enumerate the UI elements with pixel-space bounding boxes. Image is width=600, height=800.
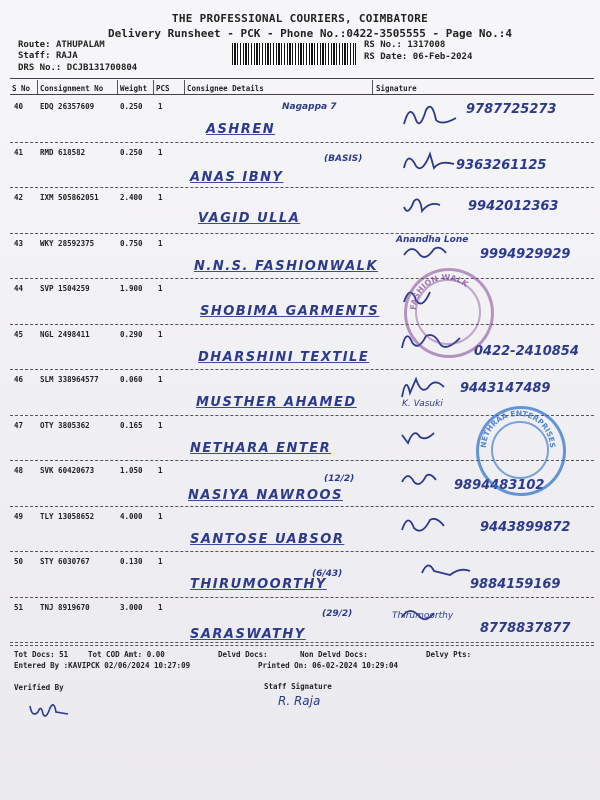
row-separator — [10, 551, 594, 552]
consignee-name: ASHREN — [206, 122, 276, 137]
consignee-name: SHOBIMA GARMENTS — [200, 304, 380, 319]
row-consignment-no: TLY 13058652 — [40, 511, 95, 521]
row-separator — [10, 369, 594, 370]
total-cod: Tot COD Amt: 0.00 — [88, 650, 165, 659]
row-separator — [10, 233, 594, 234]
col-divider — [117, 80, 118, 94]
handwritten-note: Anandha Lone — [396, 234, 469, 245]
row-pcs: 1 — [158, 420, 163, 430]
recipient-signature — [400, 191, 464, 223]
row-consignment-no: SLM 338964577 — [40, 375, 99, 384]
consignee-name: THIRUMOORTHY — [190, 577, 327, 592]
recipient-signature — [400, 419, 464, 451]
verified-by-label: Verified By — [14, 683, 64, 692]
purple-rubber-stamp — [404, 268, 494, 358]
col-weight: Weight — [120, 84, 148, 93]
recipient-signature — [400, 100, 464, 132]
row-weight: 3.000 — [120, 602, 143, 612]
consignee-name: DHARSHINI TEXTILE — [198, 349, 370, 365]
staff-label: Staff: — [18, 51, 51, 61]
row-pcs: 1 — [158, 193, 163, 202]
row-consignment-no: TNJ 8919670 — [40, 602, 90, 612]
col-divider — [153, 80, 154, 94]
recipient-phone: 9994929929 — [480, 246, 571, 262]
row-separator — [10, 324, 594, 325]
footer-rule — [10, 645, 594, 646]
row-consignment-no: RMD 618582 — [40, 147, 86, 157]
staff-signature-hand: R. Raja — [278, 694, 321, 708]
verifier-signature — [26, 696, 76, 724]
row-sno: 42 — [14, 193, 24, 202]
route-label: Route: — [18, 40, 51, 50]
total-docs: Tot Docs: 51 — [14, 650, 69, 659]
recipient-signature — [400, 237, 464, 269]
row-sno: 41 — [14, 147, 24, 157]
col-pcs: PCS — [156, 84, 170, 93]
row-separator — [10, 278, 594, 279]
recipient-phone: 8778837877 — [480, 620, 571, 636]
row-consignment-no: NGL 2498411 — [40, 329, 90, 339]
row-separator — [10, 597, 594, 598]
non-delivered-docs: Non Delvd Docs: — [300, 650, 368, 659]
row-weight: 0.290 — [120, 329, 143, 339]
signer-name-hand: Thirumoorthy — [392, 610, 454, 621]
blue-rubber-stamp — [476, 406, 566, 496]
handwritten-note: (12/2) — [324, 474, 355, 484]
row-pcs: 1 — [158, 557, 163, 566]
handwritten-note: (29/2) — [322, 608, 353, 619]
row-sno: 49 — [14, 511, 24, 521]
row-separator — [10, 142, 594, 143]
row-pcs: 1 — [158, 147, 163, 157]
rs-date-label: RS Date: — [364, 52, 408, 62]
rs-no-label: RS No.: — [364, 40, 402, 50]
rs-no-value: 1317008 — [407, 40, 446, 50]
recipient-phone: 9884159169 — [470, 577, 561, 592]
recipient-phone: 9443147489 — [460, 381, 551, 396]
rs-date-field — [364, 52, 472, 62]
row-separator — [10, 642, 594, 643]
row-consignment-no: OTY 3805362 — [40, 420, 90, 430]
svg-text:NETHRAA ENTERPRISES: NETHRAA ENTERPRISES — [478, 408, 558, 449]
row-weight: 0.250 — [120, 147, 143, 157]
recipient-signature — [400, 510, 464, 542]
recipient-signature — [400, 464, 464, 496]
row-weight: 0.750 — [120, 238, 143, 248]
col-divider — [372, 80, 373, 94]
row-pcs: 1 — [158, 284, 163, 293]
stamp-ring-text — [404, 268, 488, 352]
handwritten-note: (6/43) — [312, 569, 343, 579]
col-signature: Signature — [376, 84, 417, 93]
recipient-signature — [400, 146, 464, 178]
recipient-phone: 9443899872 — [480, 519, 571, 535]
stamp-ring-text — [476, 406, 560, 490]
barcode — [232, 43, 356, 65]
row-pcs: 1 — [158, 329, 163, 339]
row-consignment-no: IXM 505862051 — [40, 193, 99, 202]
row-pcs: 1 — [158, 466, 163, 475]
consignee-name: ANAS IBNY — [190, 169, 284, 185]
staff-signature-label: Staff Signature — [264, 682, 332, 691]
row-sno: 43 — [14, 238, 24, 248]
route-field — [18, 40, 105, 50]
row-sno: 48 — [14, 466, 24, 475]
handwritten-note: Nagappa 7 — [282, 102, 337, 112]
recipient-signature — [420, 555, 484, 587]
row-pcs: 1 — [158, 238, 163, 248]
row-consignment-no: STY 6030767 — [40, 557, 90, 566]
row-pcs: 1 — [158, 511, 163, 521]
row-consignment-no: WKY 28592375 — [40, 238, 95, 248]
entered-by: Entered By :KAVIPCK 02/06/2024 10:27:09 — [14, 661, 191, 670]
consignee-name: NETHARA ENTER — [190, 440, 332, 456]
recipient-phone: 9787725273 — [466, 102, 557, 117]
drs-field — [18, 63, 137, 73]
rs-date-value: 06-Feb-2024 — [412, 52, 473, 62]
recipient-phone: 9894483102 — [454, 478, 545, 493]
recipient-phone: 9363261125 — [456, 157, 547, 173]
row-consignment-no: EDQ 26357609 — [40, 102, 95, 111]
row-weight: 0.130 — [120, 557, 143, 566]
row-weight: 4.000 — [120, 511, 143, 521]
recipient-phone: 0422-2410854 — [474, 343, 579, 359]
drs-value: DCJB131700804 — [66, 63, 138, 73]
row-sno: 40 — [14, 102, 24, 111]
row-consignment-no: SVP 1504259 — [40, 284, 90, 293]
consignee-name: SARASWATHY — [190, 626, 306, 642]
row-separator — [10, 506, 594, 507]
document-subtitle: Delivery Runsheet - PCK - Phone No.:0422-3505555 - Page No.:4 — [108, 27, 512, 40]
row-sno: 44 — [14, 284, 24, 293]
row-weight: 0.060 — [120, 375, 143, 384]
col-divider — [37, 80, 38, 94]
row-sno: 47 — [14, 420, 24, 430]
col-sno: S No — [12, 84, 31, 93]
consignee-name: VAGID ULLA — [198, 211, 301, 226]
handwritten-note: (BASIS) — [324, 153, 363, 164]
delivery-points: Delvy Pts: — [426, 650, 472, 659]
col-consignment: Consignment No — [40, 84, 104, 93]
row-pcs: 1 — [158, 102, 163, 111]
row-separator — [10, 187, 594, 188]
row-consignment-no: SVK 60420673 — [40, 466, 95, 475]
row-weight: 2.400 — [120, 193, 143, 202]
row-weight: 0.165 — [120, 420, 143, 430]
row-sno: 50 — [14, 557, 24, 566]
consignee-name: SANTOSE UABSOR — [190, 531, 345, 547]
route-value: ATHUPALAM — [55, 40, 105, 50]
delivered-docs: Delvd Docs: — [218, 650, 268, 659]
document-title: THE PROFESSIONAL COURIERS, COIMBATORE — [171, 12, 429, 25]
signer-name-hand: K. Vasuki — [402, 398, 443, 409]
svg-text:FASHION WALK: FASHION WALK — [408, 272, 470, 311]
row-weight: 0.250 — [120, 102, 143, 111]
row-pcs: 1 — [158, 375, 163, 384]
staff-value: RAJA — [55, 51, 78, 61]
consignee-name: N.N.S. FASHIONWALK — [194, 258, 379, 274]
header-bottom-rule — [10, 94, 594, 95]
consignee-name: MUSTHER AHAMED — [196, 395, 357, 410]
printed-on: Printed On: 06-02-2024 10:29:04 — [258, 661, 398, 670]
drs-label: DRS No.: — [18, 63, 62, 73]
rs-no-field — [364, 40, 445, 50]
col-consignee: Consignee Details — [187, 84, 264, 93]
staff-field — [18, 51, 78, 61]
consignee-name: NASIYA NAWROOS — [188, 488, 343, 503]
row-pcs: 1 — [158, 602, 163, 612]
row-sno: 51 — [14, 602, 24, 612]
row-sno: 45 — [14, 329, 24, 339]
recipient-phone: 9942012363 — [468, 199, 559, 214]
row-sno: 46 — [14, 375, 24, 384]
header-top-rule — [10, 78, 594, 79]
row-weight: 1.050 — [120, 466, 143, 475]
col-divider — [184, 80, 185, 94]
row-weight: 1.900 — [120, 284, 143, 293]
